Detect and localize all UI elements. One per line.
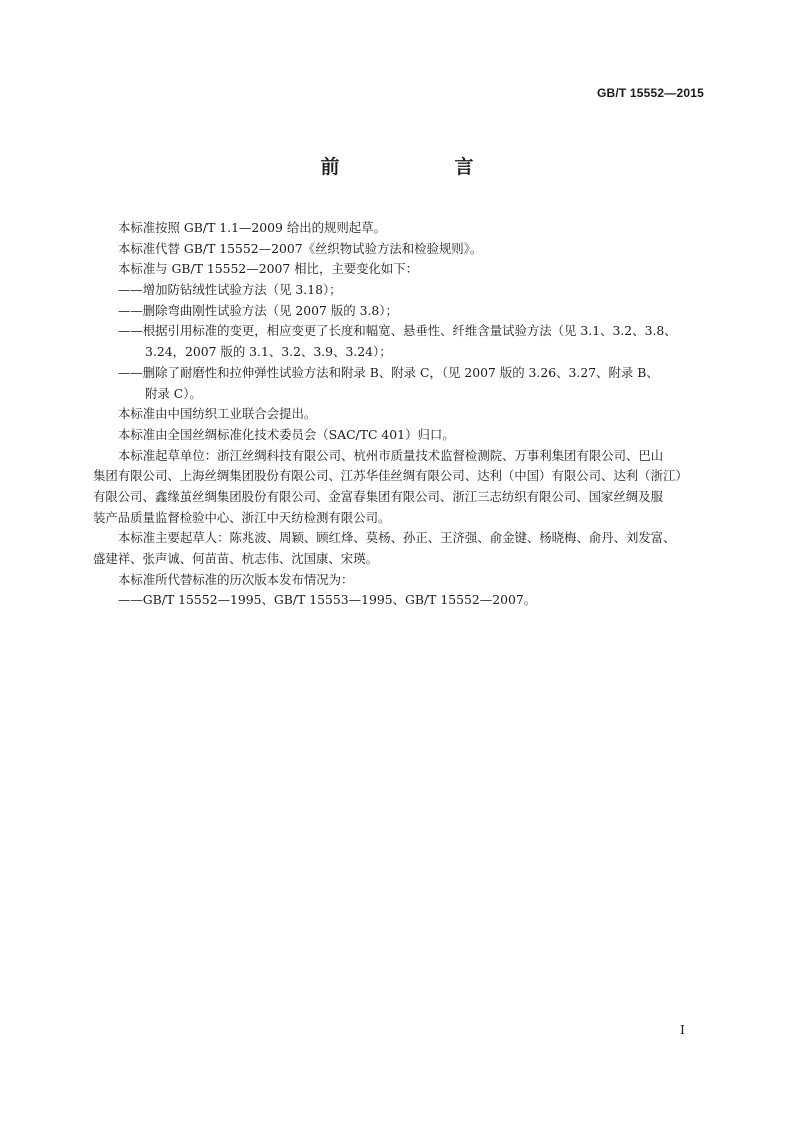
- page-title: 前 言: [320, 156, 522, 178]
- paragraph-line: 有限公司、鑫缘茧丝绸集团股份有限公司、金富春集团有限公司、浙江三志纺织有限公司、国家丝绸及服: [93, 488, 663, 504]
- paragraph-line: 本标准与 GB/T 15552—2007 相比，主要变化如下：: [118, 261, 419, 277]
- list-item: ——删除弯曲刚性试验方法（见 2007 版的 3.8）；: [118, 302, 398, 318]
- paragraph-line: 盛建祥、张声诚、何苗苗、杭志伟、沈国康、宋瑛。: [93, 551, 378, 566]
- paragraph-line: 本标准按照 GB/T 1.1—2009 给出的规则起草。: [118, 220, 386, 235]
- paragraph-line: 本标准主要起草人：陈兆波、周颖、顾红烽、莫杨、孙正、王济强、俞金键、杨晓梅、俞丹、刘发富、: [118, 530, 676, 546]
- list-item-continuation: 3.24，2007 版的 3.1、3.2、3.9、3.24）；: [145, 344, 392, 360]
- paragraph-line: 本标准起草单位：浙江丝绸科技有限公司、杭州市质量技术监督检测院、万事利集团有限公司、巴山: [118, 447, 664, 463]
- paragraph-line: 本标准所代替标准的历次版本发布情况为：: [118, 571, 354, 587]
- standard-number: GB/T 15552—2015: [596, 86, 704, 100]
- list-item: ——删除了耐磨性和拉伸弹性试验方法和附录 B、附录 C，（见 2007 版的 3.26、3.27、附录 B、: [118, 364, 659, 380]
- paragraph-line: 集团有限公司、上海丝绸集团股份有限公司、江苏华佳丝绸有限公司、达利（中国）有限公司、达利（浙江）: [93, 468, 688, 484]
- list-item: ——增加防钻绒性试验方法（见 3.18）；: [118, 282, 342, 298]
- list-item-continuation: 附录 C）。: [145, 385, 202, 401]
- page-number: I: [680, 1022, 685, 1037]
- list-item: ——根据引用标准的变更，相应变更了长度和幅宽、悬垂性、纤维含量试验方法（见 3.1、3.2、3.8、: [118, 323, 677, 339]
- list-item: ——GB/T 15552—1995、GB/T 15553—1995、GB/T 15552—2007。: [118, 592, 537, 608]
- paragraph-line: 本标准代替 GB/T 15552—2007《丝织物试验方法和检验规则》。: [118, 240, 483, 256]
- paragraph-line: 本标准由中国纺织工业联合会提出。: [118, 406, 317, 422]
- foreword-body: [93, 218, 708, 611]
- paragraph-line: 装产品质量监督检验中心、浙江中天纺检测有限公司。: [93, 509, 391, 525]
- paragraph-line: 本标准由全国丝绸标准化技术委员会（SAC/TC 401）归口。: [118, 426, 455, 442]
